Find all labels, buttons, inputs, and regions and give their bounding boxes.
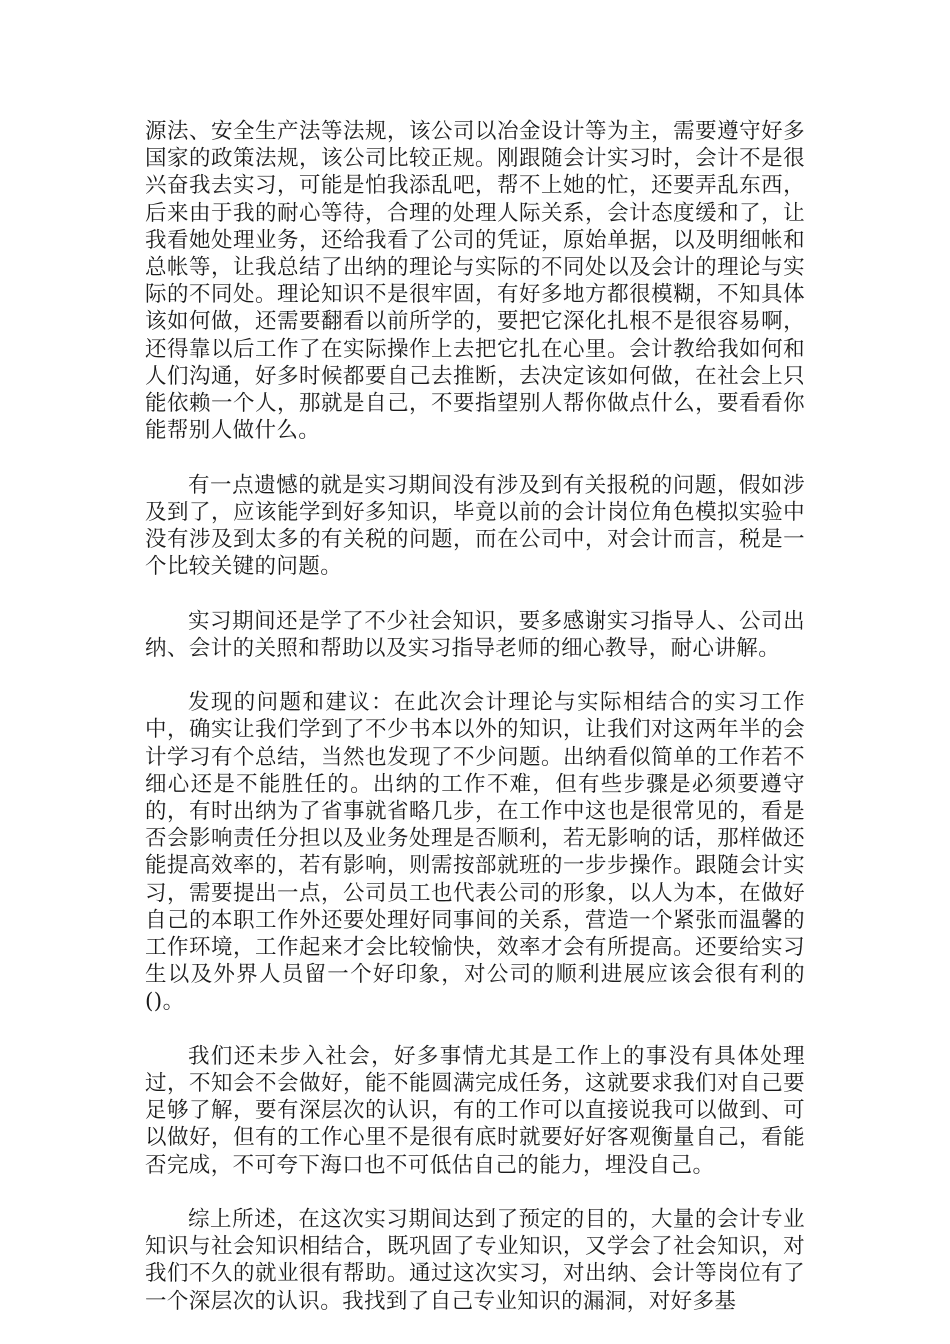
paragraph-tax-regret: 有一点遗憾的就是实习期间没有涉及到有关报税的问题，假如涉及到了，应该能学到好多知识，毕竟以前的会计岗位角色模拟实验中没有涉及到太多的有关税的问题，而在公司中，对会计而言，税是一个比较关键的问题。 xyxy=(145,472,805,580)
paragraph-not-yet-in-society: 我们还未步入社会，好多事情尤其是工作上的事没有具体处理过，不知会不会做好，能不能圆满完成任务，这就要求我们对自己要足够了解，要有深层次的认识，有的工作可以直接说我可以做到、可以做好，但有的工作心里不是很有底时就要好好客观衡量自己，看能否完成，不可夸下海口也不可低估自己的能力，埋没自己。 xyxy=(145,1043,805,1178)
paragraph-problems-suggestions: 发现的问题和建议：在此次会计理论与实际相结合的实习工作中，确实让我们学到了不少书本以外的知识，让我们对这两年半的会计学习有个总结，当然也发现了不少问题。出纳看似简单的工作若不细心还是不能胜任的。出纳的工作不难，但有些步骤是必须要遵守的，有时出纳为了省事就省略几步，在工作中这也是很常见的，看是否会影响责任分担以及业务处理是否顺利，若无影响的话，那样做还能提高效率的，若有影响，则需按部就班的一步步操作。跟随会计实习，需要提出一点，公司员工也代表公司的形象，以人为本，在做好自己的本职工作外还要处理好同事间的关系，营造一个紧张而温馨的工作环境，工作起来才会比较愉快，效率才会有所提高。还要给实习生以及外界人员留一个好印象，对公司的顺利进展应该会很有利的()。 xyxy=(145,690,805,1015)
paragraph-continued: 源法、安全生产法等法规，该公司以冶金设计等为主，需要遵守好多国家的政策法规，该公司比较正规。刚跟随会计实习时，会计不是很兴奋我去实习，可能是怕我添乱吧，帮不上她的忙，还要弄乱东西，后来由于我的耐心等待，合理的处理人际关系，会计态度缓和了，让我看她处理业务，还给我看了公司的凭证，原始单据，以及明细帐和总帐等，让我总结了出纳的理论与实际的不同处以及会计的理论与实际的不同处。理论知识不是很牢固，有好多地方都很模糊，不知具体该如何做，还需要翻看以前所学的，要把它深化扎根不是很容易啊，还得靠以后工作了在实际操作上去把它扎在心里。会计教给我如何和人们沟通，好多时候都要自己去推断，去决定该如何做，在社会上只能依赖一个人，那就是自己，不要指望别人帮你做点什么，要看看你能帮别人做什么。 xyxy=(145,119,805,444)
paragraph-social-knowledge: 实习期间还是学了不少社会知识，要多感谢实习指导人、公司出纳、会计的关照和帮助以及实习指导老师的细心教导，耐心讲解。 xyxy=(145,608,805,661)
document-page xyxy=(145,118,805,1315)
paragraph-summary: 综上所述，在这次实习期间达到了预定的目的，大量的会计专业知识与社会知识相结合，既巩固了专业知识，又学会了社会知识，对我们不久的就业很有帮助。通过这次实习，对出纳、会计等岗位有了一个深层次的认识。我找到了自己专业知识的漏洞，对好多基 xyxy=(145,1207,805,1314)
